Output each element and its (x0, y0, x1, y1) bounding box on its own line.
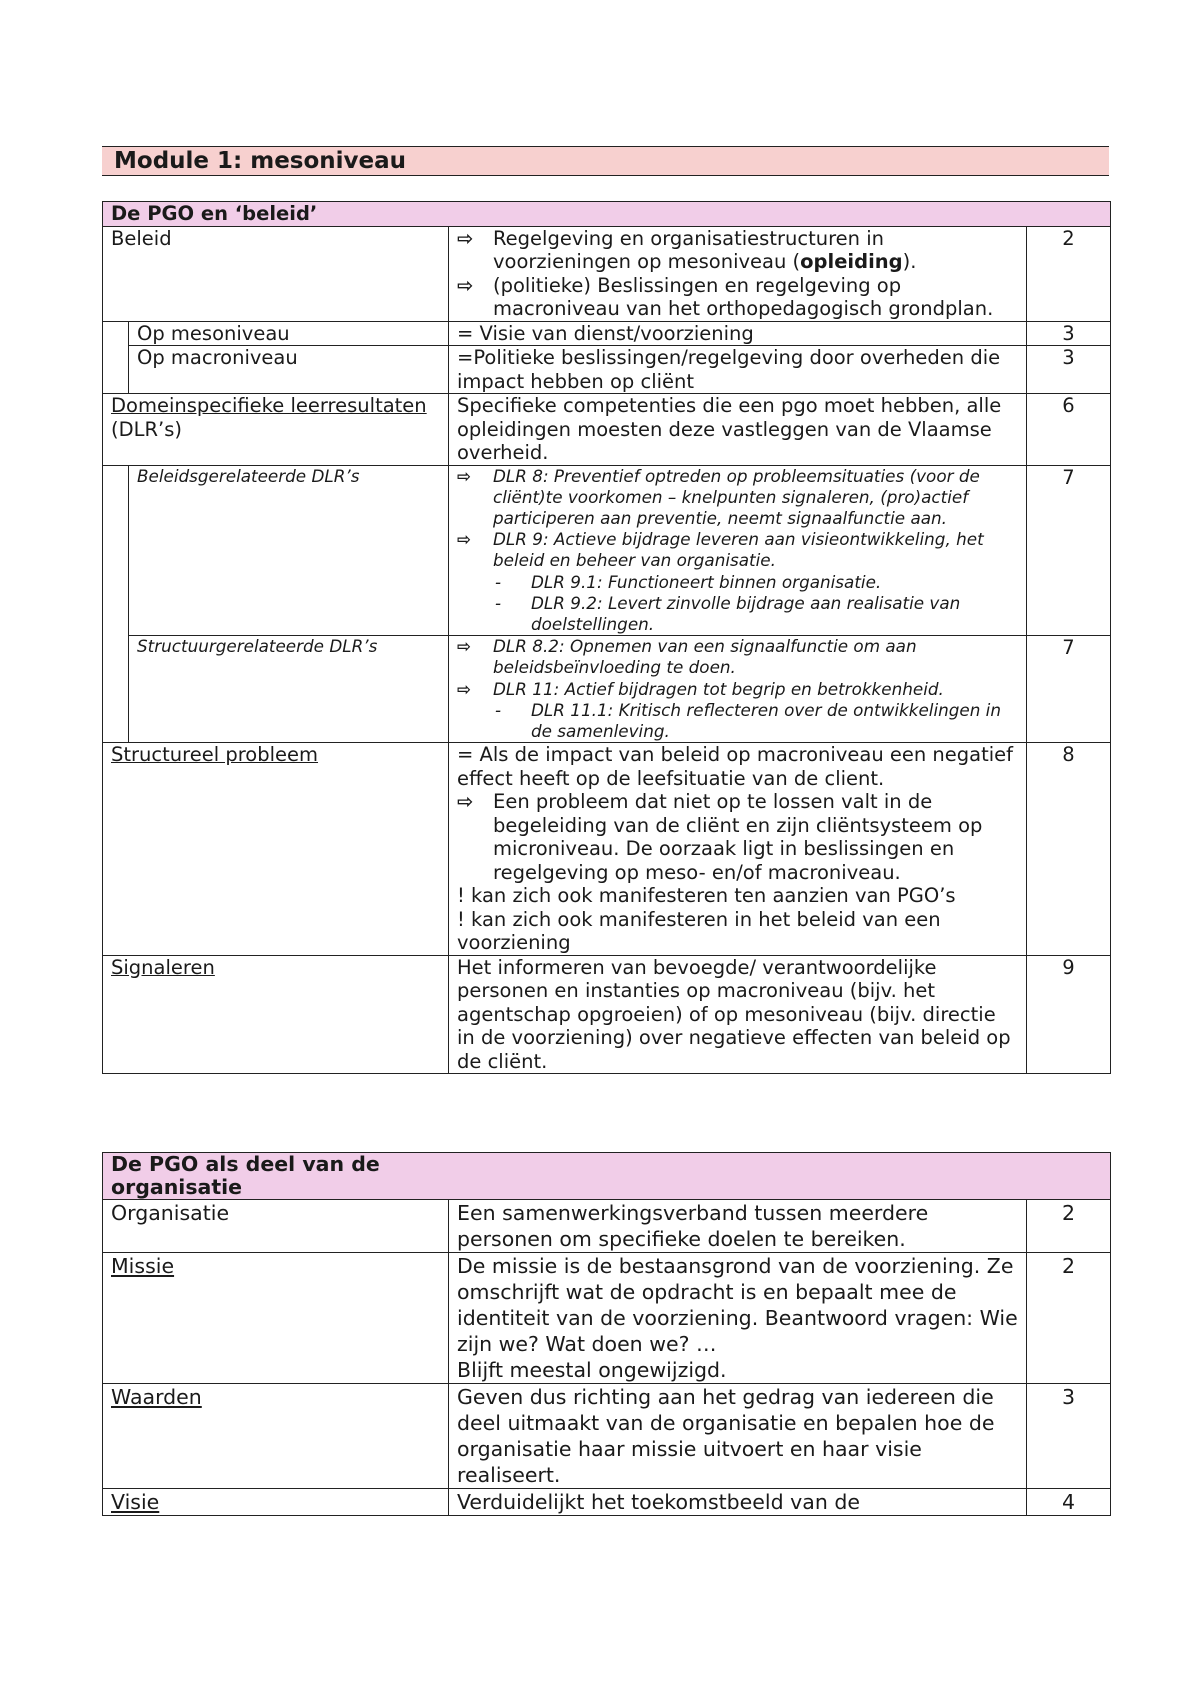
definition-beleids-dlr (449, 465, 1027, 636)
point-text: ). (902, 250, 917, 273)
definition-mesoniveau: = Visie van dienst/voorziening (449, 321, 1027, 346)
term-suffix: (DLR’s) (111, 417, 183, 441)
page-number: 4 (1027, 1489, 1111, 1516)
page-number: 7 (1027, 636, 1111, 743)
term-visie (103, 1489, 449, 1516)
table-row-mesoniveau (103, 321, 1111, 346)
definition-visie: Verduidelijkt het toekomstbeeld van de (449, 1489, 1027, 1516)
indent-cell (103, 346, 129, 394)
term-link: Missie (111, 1254, 175, 1278)
definition-structuur-dlr (449, 636, 1027, 743)
table-row-visie (103, 1489, 1111, 1516)
term-beleids-dlr: Beleidsgerelateerde DLR’s (129, 465, 449, 636)
page-number: 8 (1027, 743, 1111, 956)
sub-list-item: - DLR 9.2: Levert zinvolle bijdrage aan realisatie van doelstellingen. (531, 593, 1018, 635)
list-item: ⇨ DLR 11: Actief bijdragen tot begrip en betrokkenheid. (457, 679, 1018, 700)
table-row-organisatie (103, 1200, 1111, 1253)
table-row-structuur-dlr (103, 636, 1111, 743)
sub-list-item: - DLR 11.1: Kritisch reflecteren over de ontwikkelingen in de samenleving. (531, 700, 1018, 742)
page-number: 2 (1027, 1253, 1111, 1384)
table-row-beleids-dlr (103, 465, 1111, 636)
page-number: 3 (1027, 346, 1111, 394)
term-structureel (103, 743, 449, 956)
table-row-structureel (103, 743, 1111, 956)
definition-missie (449, 1253, 1027, 1384)
definition-intro: = Als de impact van beleid op macroniveau een negatief effect heeft op de leefsituatie van de client. (457, 743, 1014, 790)
term-organisatie: Organisatie (103, 1200, 449, 1253)
note: ! kan zich ook manifesteren ten aanzien van PGO’s (457, 884, 956, 908)
section-header (103, 1153, 1111, 1200)
term-link: Structureel probleem (111, 743, 319, 767)
term-signaleren (103, 955, 449, 1074)
section-title (103, 1153, 1111, 1200)
section-header (103, 202, 1111, 227)
definition-beleid (449, 226, 1027, 321)
definition-signaleren: Het informeren van bevoegde/ verantwoordelijke personen en instanties op macroniveau (bijv. het agentschap opgroeien) of op mesoniveau (bijv. directie in de voorziening) over negatieve effecten van beleid op de cliënt. (449, 955, 1027, 1074)
definition-organisatie: Een samenwerkingsverband tussen meerdere personen om specifieke doelen te bereiken. (449, 1200, 1027, 1253)
definition-macroniveau: =Politieke beslissingen/regelgeving door overheden die impact hebben op cliënt (449, 346, 1027, 394)
term-link: Signaleren (111, 955, 215, 979)
list-item: ⇨ DLR 8.2: Opnemen van een signaalfunctie om aan beleidsbeïnvloeding te doen. (457, 636, 1018, 678)
table-pgo-beleid (102, 201, 1111, 1074)
term-structuur-dlr: Structuurgerelateerde DLR’s (129, 636, 449, 743)
table-pgo-organisatie (102, 1152, 1111, 1516)
definition-text: De missie is de bestaansgrond van de voorziening. Ze omschrijft wat de opdracht is en bepaalt mee de identiteit van de voorziening. Beantwoord vragen: Wie zijn we? Wat doen we? … (457, 1254, 1018, 1356)
note: ! kan zich ook manifesteren in het beleid van een voorziening (457, 907, 941, 955)
list-item: ⇨ DLR 8: Preventief optreden op probleemsituaties (voor de cliënt)te voorkomen – knelpunten signaleren, (pro)actief participeren aan preventie, neemt signaalfunctie aan. (457, 466, 1018, 530)
definition-dlr: Specifieke competenties die een pgo moet hebben, alle opleidingen moesten deze vastleggen van de Vlaamse overheid. (449, 394, 1027, 466)
indent-cell (103, 636, 129, 743)
definition-structureel (449, 743, 1027, 956)
indent-cell (103, 321, 129, 346)
term-waarden (103, 1384, 449, 1489)
table-row-waarden (103, 1384, 1111, 1489)
list-item: ⇨ (politieke) Beslissingen en regelgeving op macroniveau van het orthopedagogisch grondplan. (457, 274, 1018, 321)
table-row-missie (103, 1253, 1111, 1384)
table-row-signaleren (103, 955, 1111, 1074)
table-row-dlr (103, 394, 1111, 466)
page-number: 2 (1027, 226, 1111, 321)
term-link: Visie (111, 1490, 160, 1514)
term-link: Domeinspecifieke leerresultaten (111, 394, 427, 417)
page-number: 9 (1027, 955, 1111, 1074)
page-number: 3 (1027, 1384, 1111, 1489)
term-link: Waarden (111, 1385, 202, 1409)
term-beleid: Beleid (103, 226, 449, 321)
point-text: Regelgeving en organisatiestructuren in voorzieningen op mesoniveau ( (493, 226, 884, 273)
definition-waarden: Geven dus richting aan het gedrag van iedereen die deel uitmaakt van de organisatie en bepalen hoe de organisatie haar missie uitvoert en haar visie realiseert. (449, 1384, 1027, 1489)
term-missie (103, 1253, 449, 1384)
page-number: 2 (1027, 1200, 1111, 1253)
term-dlr (103, 394, 449, 466)
note: Blijft meestal ongewijzigd. (457, 1358, 727, 1382)
sub-list-item: - DLR 9.1: Functioneert binnen organisatie. (531, 572, 1018, 593)
page-number: 3 (1027, 321, 1111, 346)
list-item: ⇨ Een probleem dat niet op te lossen valt in de begeleiding van de cliënt en zijn cliëntsysteem op microniveau. De oorzaak ligt in beslissingen en regelgeving op meso- en/of macroniveau. (457, 790, 1018, 884)
list-item: ⇨ DLR 9: Actieve bijdrage leveren aan visieontwikkeling, het beleid en beheer van organisatie. (457, 529, 1018, 571)
table-row-macroniveau (103, 346, 1111, 394)
table-row-beleid (103, 226, 1111, 321)
term-mesoniveau: Op mesoniveau (129, 321, 449, 346)
list-item (457, 227, 1018, 274)
page-number: 6 (1027, 394, 1111, 466)
indent-cell (103, 465, 129, 636)
page-number: 7 (1027, 465, 1111, 636)
section-title: De PGO en ‘beleid’ (103, 202, 1111, 227)
module-title: Module 1: mesoniveau (102, 146, 1109, 176)
term-macroniveau: Op macroniveau (129, 346, 449, 394)
point-bold: opleiding (800, 250, 903, 273)
section-title-text: De PGO als deel van de organisatie (111, 1152, 380, 1199)
